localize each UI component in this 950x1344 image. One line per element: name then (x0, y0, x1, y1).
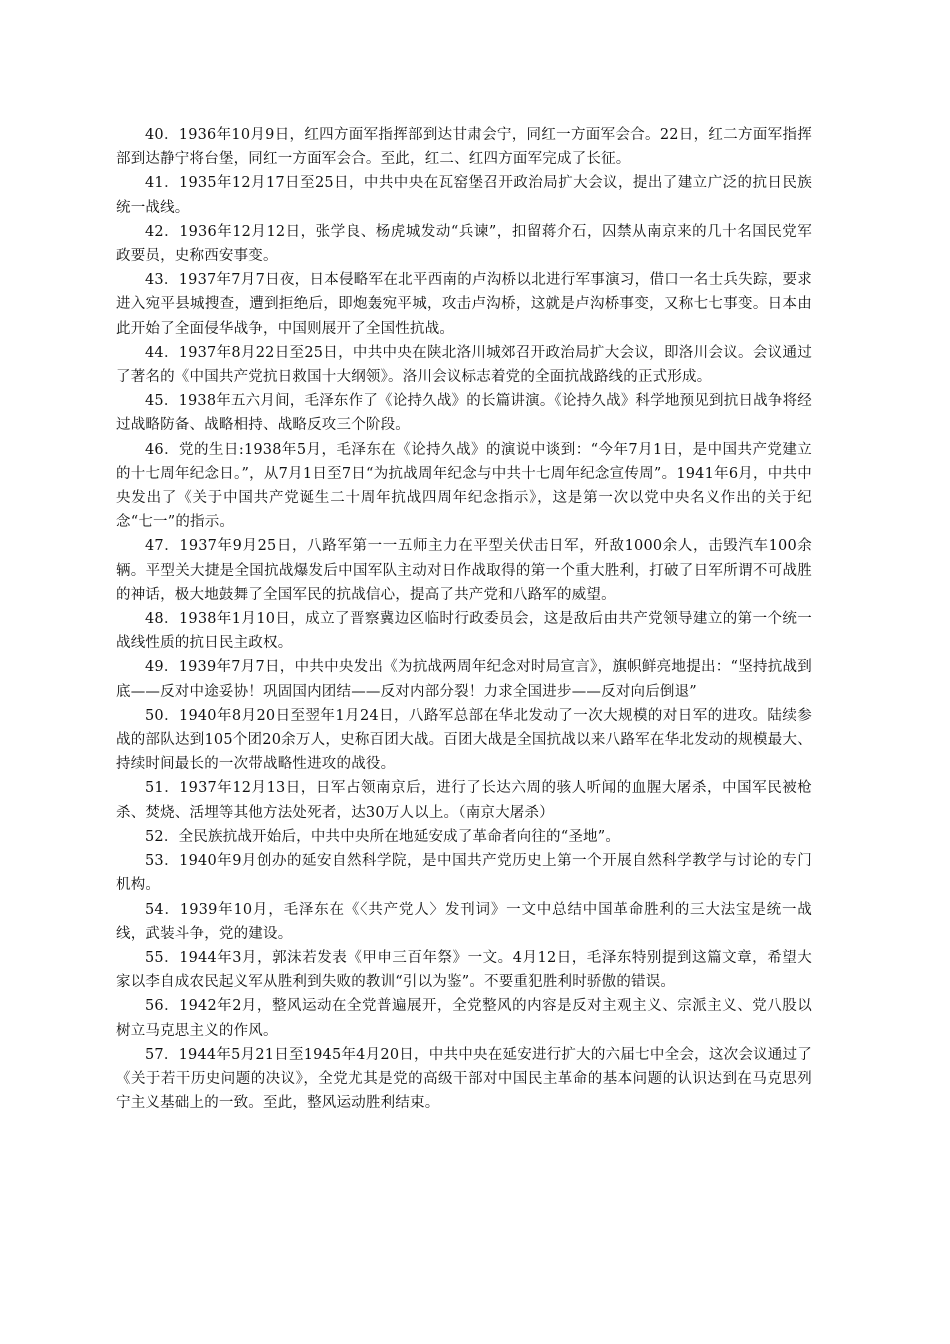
paragraph-53: 53．1940年9月创办的延安自然科学院，是中国共产党历史上第一个开展自然科学教学与讨论的专门机构。 (116, 853, 812, 894)
paragraph-44: 44．1937年8月22日至25日，中共中央在陕北洛川城郊召开政治局扩大会议，即洛川会议。会议通过了著名的《中国共产党抗日救国十大纲领》。洛川会议标志着党的全面抗战路线的正式形成。 (116, 344, 812, 386)
paragraph-49: 49．1939年7月7日，中共中央发出《为抗战两周年纪念对时局宣言》，旗帜鲜亮地提出：“坚持抗战到底——反对中途妥协！巩固国内团结——反对内部分裂！力求全国进步——反对向后倒退” (116, 659, 812, 700)
paragraph-51: 51．1937年12月13日，日军占领南京后，进行了长达六周的骇人听闻的血腥大屠杀，中国军民被枪杀、焚烧、活埋等其他方法处死者，达30万人以上。（南京大屠杀） (116, 780, 812, 821)
paragraph-52: 52．全民族抗战开始后，中共中央所在地延安成了革命者向往的“圣地”。 (145, 828, 621, 845)
paragraph-54: 54．1939年10月，毛泽东在《〈共产党人〉发刊词》一文中总结中国革命胜利的三大法宝是统一战线，武装斗争，党的建设。 (116, 901, 812, 942)
paragraph-43: 43．1937年7月7日夜，日本侵略军在北平西南的卢沟桥以北进行军事演习，借口一名士兵失踪，要求进入宛平县城搜查，遭到拒绝后，即炮轰宛平城，攻击卢沟桥，这就是卢沟桥事变，又称七七事变。日本由此开始了全面侵华战争，中国则展开了全国性抗战。 (116, 272, 812, 337)
paragraph-50: 50．1940年8月20日至翌年1月24日，八路军总部在华北发动了一次大规模的对日军的进攻。陆续参战的部队达到105个团20余万人，史称百团大战。百团大战是全国抗战以来八路军在华北发动的规模最大、持续时间最长的一次带战略性进攻的战役。 (116, 707, 812, 773)
paragraph-57: 57．1944年5月21日至1945年4月20日，中共中央在延安进行扩大的六届七中全会，这次会议通过了《关于若干历史问题的决议》，全党尤其是党的高级干部对中国民主革命的基本问题的认识达到在马克思列宁主义基础上的一致。至此，整风运动胜利结束。 (116, 1046, 812, 1112)
paragraph-46: 46．党的生日:1938年5月，毛泽东在《论持久战》的演说中谈到：“今年7月1日，是中国共产党建立的十七周年纪念日。”，从7月1日至7日“为抗战周年纪念与中共十七周年纪念宣传周”。1941年6月，中共中央发出了《关于中国共产党诞生二十周年抗战四周年纪念指示》，这是第一次以党中央名义作出的关于纪念“七一”的指示。 (116, 441, 812, 531)
document-page (116, 123, 812, 1115)
paragraph-40: 40．1936年10月9日，红四方面军指挥部到达甘肃会宁，同红一方面军会合。22日，红二方面军指挥部到达静宁将台堡，同红一方面军会合。至此，红二、红四方面军完成了长征。 (116, 127, 812, 168)
paragraph-55: 55．1944年3月，郭沫若发表《甲申三百年祭》一文。4月12日，毛泽东特别提到这篇文章，希望大家以李自成农民起义军从胜利到失败的教训“引以为鉴”。不要重犯胜利时骄傲的错误。 (116, 949, 812, 991)
paragraph-45: 45．1938年五六月间，毛泽东作了《论持久战》的长篇讲演。《论持久战》科学地预见到抗日战争将经过战略防备、战略相持、战略反攻三个阶段。 (116, 393, 812, 434)
paragraph-42: 42．1936年12月12日，张学良、杨虎城发动“兵谏”，扣留蒋介石，囚禁从南京来的几十名国民党军政要员，史称西安事变。 (116, 223, 812, 265)
paragraph-56: 56．1942年2月，整风运动在全党普遍展开，全党整风的内容是反对主观主义、宗派主义、党八股以树立马克思主义的作风。 (116, 998, 812, 1039)
paragraph-47: 47．1937年9月25日，八路军第一一五师主力在平型关伏击日军，歼敌1000余人，击毁汽车100余辆。平型关大捷是全国抗战爆发后中国军队主动对日作战取得的第一个重大胜利，打破了日军所谓不可战胜的神话，极大地鼓舞了全国军民的抗战信心，提高了共产党和八路军的威望。 (116, 538, 812, 603)
paragraph-48: 48．1938年1月10日，成立了晋察冀边区临时行政委员会，这是敌后由共产党领导建立的第一个统一战线性质的抗日民主政权。 (116, 611, 812, 652)
paragraph-41: 41．1935年12月17日至25日，中共中央在瓦窑堡召开政治局扩大会议，提出了建立广泛的抗日民族统一战线。 (116, 175, 812, 216)
